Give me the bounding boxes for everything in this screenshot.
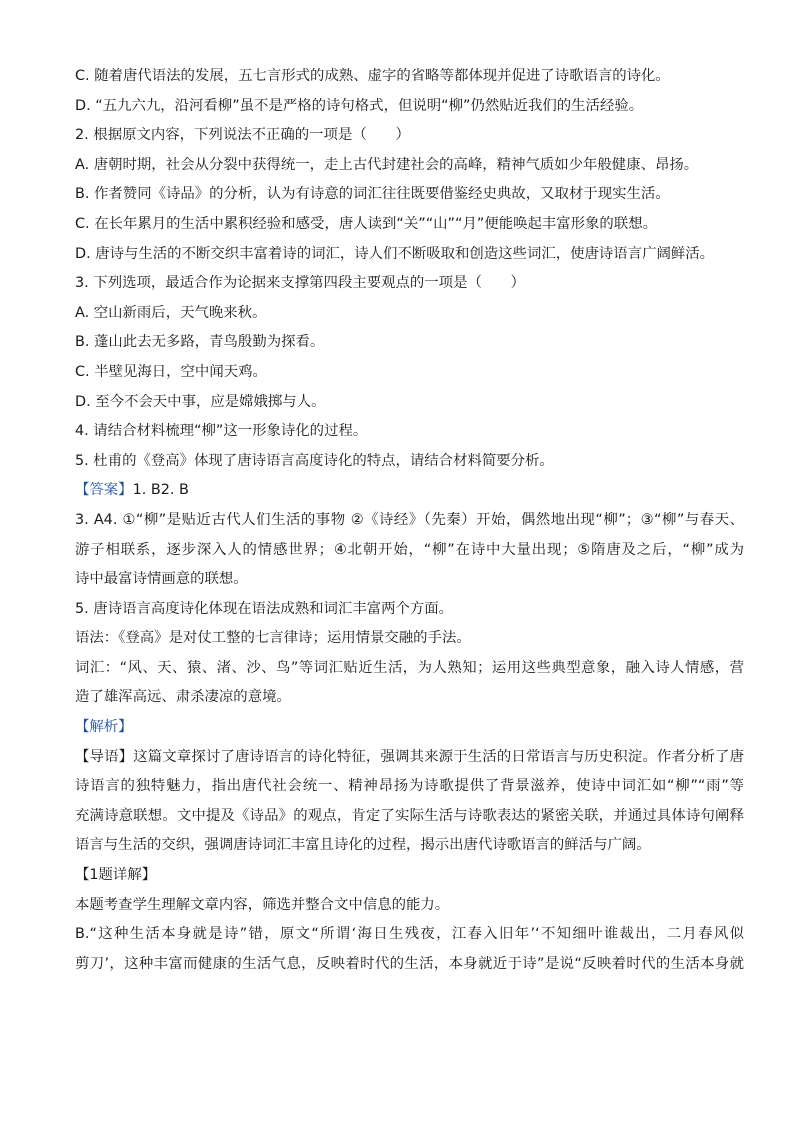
answer-line: 词汇：“风、天、猿、渚、沙、鸟”等词汇贴近生活，为人熟知；运用这些典型意象，融入诗人情感，营 bbox=[75, 659, 744, 676]
question-3: 3. 下列选项，最适合作为论据来支撑第四段主要观点的一项是（ ） bbox=[75, 275, 526, 292]
analysis-line: B.“这种生活本身就是诗”错，原文“所谓‘海日生残夜，江春入旧年’‘不知细叶谁裁出，二月春风似 bbox=[75, 926, 744, 943]
analysis-line: 【导语】这篇文章探讨了唐诗语言的诗化特征，强调其来源于生活的日常语言与历史积淀。作者分析了唐 bbox=[75, 748, 744, 765]
answer-line: 造了雄浑高远、肃杀凄凉的意境。 bbox=[75, 689, 291, 706]
option-2d: D. 唐诗与生活的不断交织丰富着诗的词汇，诗人们不断吸取和创造这些词汇，使唐诗语言广阔鲜活。 bbox=[75, 245, 715, 262]
answer-line: 游子相联系，逐步深入人的情感世界；④北朝开始，“柳”在诗中大量出现；⑤隋唐及之后，“柳”成为 bbox=[75, 541, 744, 558]
analysis-heading bbox=[75, 713, 744, 743]
option-1c: C. 随着唐代语法的发展，五七言形式的成熟、虚字的省略等都体现并促进了诗歌语言的诗化。 bbox=[75, 68, 670, 84]
answer-line: 诗中最富诗情画意的联想。 bbox=[75, 571, 248, 588]
option-3b: B. 蓬山此去无多路，青鸟殷勤为探看。 bbox=[75, 334, 325, 351]
question-5: 5. 杜甫的《登高》体现了唐诗语言高度诗化的特点，请结合材料简要分析。 bbox=[75, 452, 554, 469]
subsection-heading: 【1题详解】 bbox=[75, 867, 157, 884]
analysis-line: 充满诗意联想。文中提及《诗品》的观点，肯定了实际生活与诗歌表达的紧密关联，并通过具体诗句阐释 bbox=[75, 807, 744, 824]
option-2b: B. 作者赞同《诗品》的分析，认为有诗意的词汇往往既要借鉴经史典故，又取材于现实生活。 bbox=[75, 186, 670, 203]
answer-line: 3. A4. ①“柳”是贴近古代人们生活的事物 ②《诗经》（先秦）开始，偶然地出现“柳”；③“柳”与春天、 bbox=[75, 511, 744, 528]
option-2a: A. 唐朝时期，社会从分裂中获得统一，走上古代封建社会的高峰，精神气质如少年般健康、昂扬。 bbox=[75, 156, 699, 173]
question-4: 4. 请结合材料梳理“柳”这一形象诗化的过程。 bbox=[75, 423, 368, 440]
option-3d: D. 至今不会天中事，应是嫦娥掷与人。 bbox=[75, 393, 326, 410]
question-2: 2. 根据原文内容，下列说法不正确的一项是（ ） bbox=[75, 127, 410, 144]
option-1d: D. “五九六九，沿河看柳”虽不是严格的诗句格式，但说明“柳”仍然贴近我们的生活经验。 bbox=[75, 97, 644, 114]
analysis-line: 剪刀’，这种丰富而健康的生活气息，反映着时代的生活，本身就近于诗”是说“反映着时代的生活本身就 bbox=[75, 955, 744, 972]
analysis-line: 语言与生活的交织，强调唐诗词汇丰富且诗化的过程，揭示出唐代诗歌语言的鲜活与广阔。 bbox=[75, 837, 651, 854]
option-3a: A. 空山新雨后，天气晚来秋。 bbox=[75, 304, 267, 321]
answer-heading bbox=[75, 476, 744, 506]
answer-line: 语法：《登高》是对仗工整的七言律诗；运用情景交融的手法。 bbox=[75, 630, 471, 647]
answer-tag: 【答案】 bbox=[75, 482, 133, 499]
answer-text: 1. B2. B bbox=[132, 482, 189, 499]
analysis-tag: 【解析】 bbox=[75, 719, 133, 736]
option-3c: C. 半壁见海日，空中闻天鸡。 bbox=[75, 363, 267, 380]
analysis-line: 本题考查学生理解文章内容，筛选并整合文中信息的能力。 bbox=[75, 896, 450, 913]
analysis-line: 诗语言的独特魅力，指出唐代社会统一、精神昂扬为诗歌提供了背景滋养，使诗中词汇如“柳”“雨”等 bbox=[75, 778, 744, 795]
option-2c: C. 在长年累月的生活中累积经验和感受，唐人读到“关”“山”“月”便能唤起丰富形象的联想。 bbox=[75, 215, 657, 232]
answer-line: 5. 唐诗语言高度诗化体现在语法成熟和词汇丰富两个方面。 bbox=[75, 600, 454, 617]
